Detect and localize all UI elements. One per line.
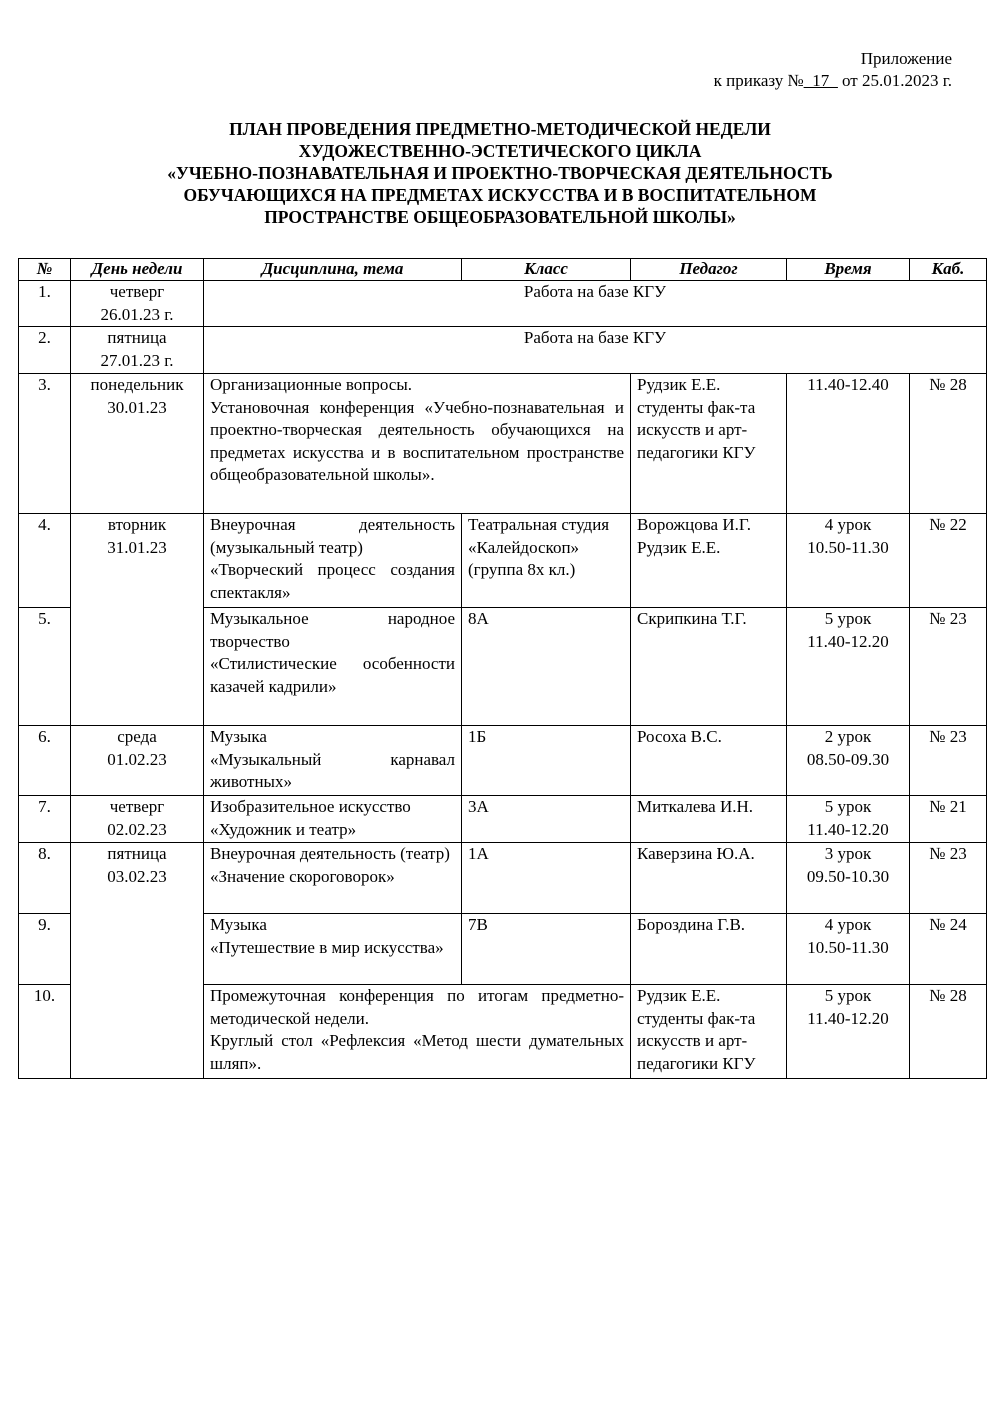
schedule-table — [18, 258, 987, 1079]
row-number: 6. — [19, 726, 71, 796]
row-room: № 22 — [910, 514, 987, 608]
title-line: «УЧЕБНО-ПОЗНАВАТЕЛЬНАЯ И ПРОЕКТНО-ТВОРЧЕСКАЯ ДЕЯТЕЛЬНОСТЬ — [167, 163, 833, 183]
row-class: 1А — [462, 843, 631, 914]
row-class: 3А — [462, 796, 631, 843]
order-reference — [714, 70, 952, 92]
row-discipline: Музыка «Путешествие в мир искусства» — [204, 914, 462, 985]
table-row — [19, 726, 987, 796]
row-number: 5. — [19, 608, 71, 726]
row-number: 7. — [19, 796, 71, 843]
row-time: 5 урок 11.40-12.20 — [787, 985, 910, 1079]
row-room: № 23 — [910, 726, 987, 796]
row-discipline: Внеурочная деятельность (музыкальный театр) «Творческий процесс создания спектакля» — [204, 514, 462, 608]
header-room: Каб. — [910, 259, 987, 281]
row-day: пятница 27.01.23 г. — [71, 327, 204, 374]
row-number: 9. — [19, 914, 71, 985]
title-line: ПРОСТРАНСТВЕ ОБЩЕОБРАЗОВАТЕЛЬНОЙ ШКОЛЫ» — [264, 207, 736, 227]
row-room: № 23 — [910, 608, 987, 726]
header-discipline: Дисциплина, тема — [204, 259, 462, 281]
row-discipline: Промежуточная конференция по итогам предметно-методической недели. Круглый стол «Рефлексия «Метод шести думательных шляп». — [204, 985, 631, 1079]
order-prefix: к приказу № — [713, 71, 804, 90]
table-header-row — [19, 259, 987, 281]
row-day: четверг 02.02.23 — [71, 796, 204, 843]
row-time: 4 урок 10.50-11.30 — [787, 514, 910, 608]
row-merged-note: Работа на базе КГУ — [204, 281, 987, 327]
row-merged-note: Работа на базе КГУ — [204, 327, 987, 374]
row-number: 4. — [19, 514, 71, 608]
row-room: № 28 — [910, 985, 987, 1079]
row-teacher: Бороздина Г.В. — [631, 914, 787, 985]
row-day: четверг 26.01.23 г. — [71, 281, 204, 327]
order-date: от 25.01.2023 г. — [837, 71, 952, 90]
row-teacher: Миткалева И.Н. — [631, 796, 787, 843]
order-number: _17_ — [803, 71, 838, 90]
row-time: 5 урок 11.40-12.20 — [787, 608, 910, 726]
row-number: 3. — [19, 374, 71, 514]
row-discipline: Внеурочная деятельность (театр) «Значение скороговорок» — [204, 843, 462, 914]
row-teacher: Каверзина Ю.А. — [631, 843, 787, 914]
row-teacher: Скрипкина Т.Г. — [631, 608, 787, 726]
row-number: 2. — [19, 327, 71, 374]
appendix-label: Приложение — [860, 49, 952, 68]
table-row — [19, 327, 987, 374]
row-discipline: Организационные вопросы. Установочная конференция «Учебно-познавательная и проектно-творческая деятельность обучающихся на предметах искусства и в воспитательном пространстве общеобразовательной школы». — [204, 374, 631, 514]
title-line: ХУДОЖЕСТВЕННО-ЭСТЕТИЧЕСКОГО ЦИКЛА — [298, 141, 702, 161]
row-teacher: Росоха В.С. — [631, 726, 787, 796]
row-room: № 24 — [910, 914, 987, 985]
header-day: День недели — [71, 259, 204, 281]
header-teacher: Педагог — [631, 259, 787, 281]
row-time: 3 урок 09.50-10.30 — [787, 843, 910, 914]
row-teacher: Ворожцова И.Г. Рудзик Е.Е. — [631, 514, 787, 608]
table-row — [19, 374, 987, 514]
row-class: Театральная студия «Калейдоскоп» (группа 8х кл.) — [462, 514, 631, 608]
row-time: 5 урок 11.40-12.20 — [787, 796, 910, 843]
row-teacher: Рудзик Е.Е. студенты фак-та искусств и арт-педагогики КГУ — [631, 374, 787, 514]
row-class: 7В — [462, 914, 631, 985]
header-time: Время — [787, 259, 910, 281]
row-time: 2 урок 08.50-09.30 — [787, 726, 910, 796]
row-discipline: Музыка «Музыкальный карнавал животных» — [204, 726, 462, 796]
header-num: № — [19, 259, 71, 281]
row-class: 8А — [462, 608, 631, 726]
row-class: 1Б — [462, 726, 631, 796]
row-room: № 28 — [910, 374, 987, 514]
row-room: № 21 — [910, 796, 987, 843]
row-time: 4 урок 10.50-11.30 — [787, 914, 910, 985]
row-room: № 23 — [910, 843, 987, 914]
row-number: 8. — [19, 843, 71, 914]
header-class: Класс — [462, 259, 631, 281]
row-day: вторник 31.01.23 — [71, 514, 204, 726]
title-line: ПЛАН ПРОВЕДЕНИЯ ПРЕДМЕТНО-МЕТОДИЧЕСКОЙ НЕДЕЛИ — [229, 119, 771, 139]
row-day: среда 01.02.23 — [71, 726, 204, 796]
row-number: 10. — [19, 985, 71, 1079]
row-day: пятница 03.02.23 — [71, 843, 204, 1079]
appendix-note — [714, 48, 952, 92]
table-row — [19, 514, 987, 608]
row-teacher: Рудзик Е.Е. студенты фак-та искусств и арт-педагогики КГУ — [631, 985, 787, 1079]
row-day: понедельник 30.01.23 — [71, 374, 204, 514]
table-row — [19, 843, 987, 914]
row-discipline: Музыкальное народное творчество «Стилистические особенности казачей кадрили» — [204, 608, 462, 726]
document-title — [60, 118, 940, 228]
row-discipline: Изобразительное искусство «Художник и театр» — [204, 796, 462, 843]
row-number: 1. — [19, 281, 71, 327]
table-row — [19, 281, 987, 327]
table-row — [19, 796, 987, 843]
title-line: ОБУЧАЮЩИХСЯ НА ПРЕДМЕТАХ ИСКУССТВА И В ВОСПИТАТЕЛЬНОМ — [183, 185, 817, 205]
row-time: 11.40-12.40 — [787, 374, 910, 514]
